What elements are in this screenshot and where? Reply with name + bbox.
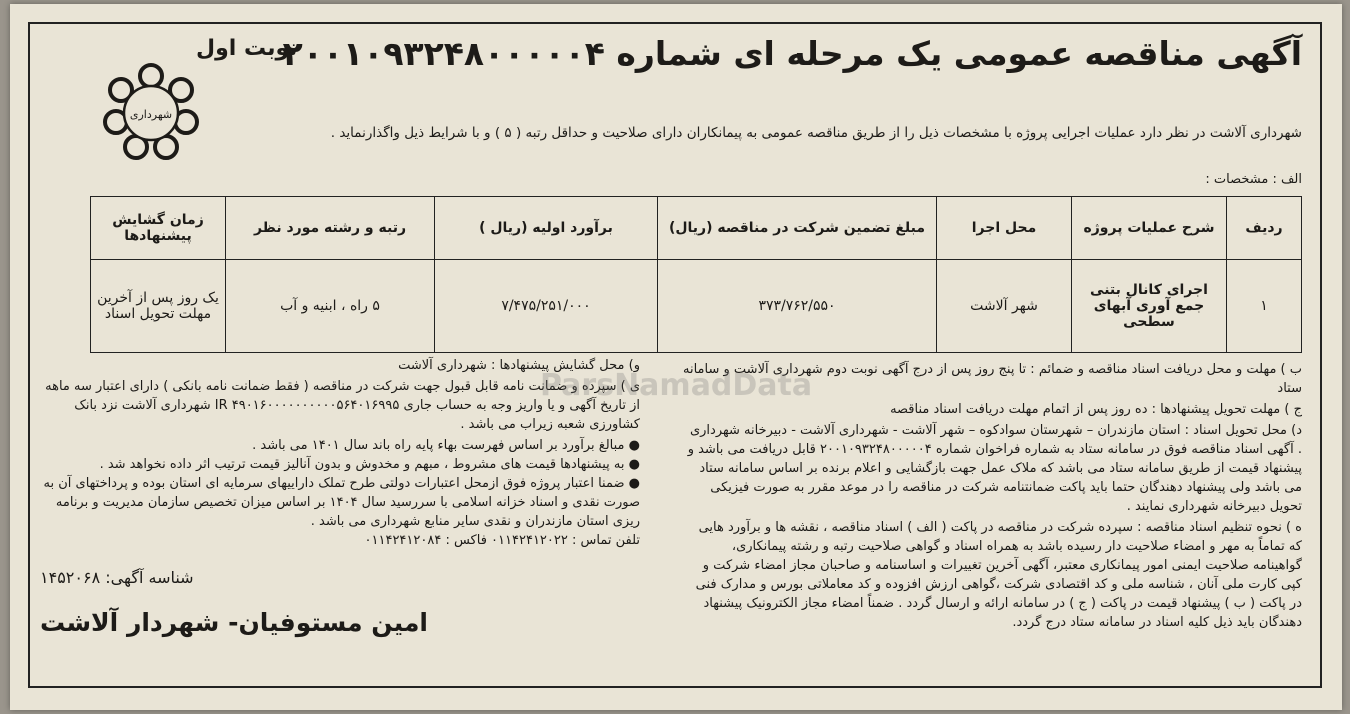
cell-row-number: ۱	[1227, 260, 1302, 353]
header-grade-field: رتبه و رشته مورد نظر	[226, 197, 435, 260]
bullet-text: ضمنا اعتبار پروژه فوق ازمحل اعتبارات دولتی طرح تملک داراییهای سرمایه ای استان بوده و پرداختهای آن به صورت نقدی و اسناد خزانه اسلامی با سررسید سال ۱۴۰۴ بر اساس میزان تخصیص سازمان مدیریت و برنامه ریزی استان مازندران و نقدی سایر منابع شهرداری می باشد .	[43, 476, 640, 529]
bullet-text: به پیشنهادها قیمت های مشروط ، مبهم و مخدوش و بدون آنالیز قیمت ترتیب اثر داده نخواهد شد .	[99, 457, 625, 472]
turn-label: نوبت اول	[196, 36, 298, 61]
condition-b: ب ) مهلت و محل دریافت اسناد مناقصه و ضمائم : تا پنج روز پس از درج آگهی نوبت دوم شهرداری آلاشت و سامانه ستاد	[683, 362, 1302, 396]
header-guarantee-amount: مبلغ تضمین شرکت در مناقصه (ریال)	[658, 197, 937, 260]
condition-c: ج ) مهلت تحویل پیشنهادها : ده روز پس از اتمام مهلت دریافت اسناد مناقصه	[890, 402, 1302, 417]
header-project-description: شرح عملیات پروژه	[1072, 197, 1227, 260]
mayor-signature: امین مستوفیان- شهردار آلاشت	[40, 608, 429, 637]
cell-initial-estimate: ۷/۴۷۵/۲۵۱/۰۰۰	[435, 260, 658, 353]
header-row-number: ردیف	[1227, 197, 1302, 260]
bullet-estimate-basis: ● مبالغ برآورد بر اساس فهرست بهاء پایه راه باند سال ۱۴۰۱ می باشد .	[252, 438, 640, 453]
cell-grade-field: ۵ راه ، ابنیه و آب	[226, 260, 435, 353]
header-location: محل اجرا	[937, 197, 1072, 260]
bullet-conditional-bids: ● به پیشنهادها قیمت های مشروط ، مبهم و مخدوش و بدون آنالیز قیمت ترتیب اثر داده نخواهد شد .	[99, 457, 640, 472]
contact-info: تلفن تماس : ۰۱۱۴۲۴۱۲۰۲۲ فاکس : ۰۱۱۴۲۴۱۲۰۸۴	[364, 533, 640, 548]
condition-f: و) محل گشایش پیشنهادها : شهرداری آلاشت	[398, 358, 640, 373]
table-row	[91, 260, 1302, 353]
cell-guarantee-amount: ۳۷۳/۷۶۲/۵۵۰	[658, 260, 937, 353]
cell-opening-time: یک روز پس از آخرین مهلت تحویل اسناد	[91, 260, 226, 353]
project-table	[90, 196, 1302, 353]
condition-d: د) محل تحویل اسناد : استان مازندران – شهرستان سوادکوه – شهر آلاشت - شهرداری آلاشت - دبیرخانه شهرداری . آگهی اسناد مناقصه فوق در سامانه ستاد به شماره فراخوان شماره ۲۰۰۱۰۹۳۲۴۸۰۰۰۰۰۴ قابل دریافت می باشد و پیشنهاد قیمت از طریق سامانه ستاد می باشد که ملاک عمل جهت بازگشایی و اعلام برنده بر اساس سامانه ستاد می باشد ولی پیشنهاد دهندگان حتما باید پاکت ضمانتنامه شرکت در مناقصه را در موعد مقرر به صورت فیزیکی تحویل دبیرخانه شهرداری نمایند .	[687, 423, 1302, 514]
intro-text: شهرداری آلاشت در نظر دارد عملیات اجرایی پروژه با مشخصات ذیل را از طریق مناقصه عمومی به پیمانکاران دارای صلاحیت و حداقل رتبه ( ۵ ) و با شرایط ذیل واگذارنماید .	[330, 125, 1302, 141]
condition-y: ی ) سپرده و ضمانت نامه قابل قبول جهت شرکت در مناقصه ( فقط ضمانت نامه بانکی ) دارای اعتبار سه ماهه از تاریخ آگهی و یا واریز وجه به حساب جاری IR ۴۹۰۱۶۰۰۰۰۰۰۰۰۰۰۵۶۴۰۱۶۹۹۵ شهرداری آلاشت نزد بانک کشاورزی شعبه زیراب می باشد .	[45, 379, 640, 432]
ad-id: شناسه آگهی: ۱۴۵۲۰۶۸	[40, 568, 194, 587]
header-initial-estimate: برآورد اولیه (ریال )	[435, 197, 658, 260]
watermark-brand: ParsNamadData	[540, 368, 813, 403]
bullet-text: مبالغ برآورد بر اساس فهرست بهاء پایه راه باند سال ۱۴۰۱ می باشد .	[252, 438, 625, 453]
bullet-funding: ● ضمنا اعتبار پروژه فوق ازمحل اعتبارات دولتی طرح تملک داراییهای سرمایه ای استان بوده و پرداختهای آن به صورت نقدی و اسناد خزانه اسلامی با سررسید سال ۱۴۰۴ بر اساس میزان تخصیص سازمان مدیریت و برنامه ریزی استان مازندران و نقدی سایر منابع شهرداری می باشد .	[43, 476, 640, 529]
header-opening-time: زمان گشایش پیشنهادها	[91, 197, 226, 260]
table-header-row	[91, 197, 1302, 260]
section-a-label: الف : مشخصات :	[1205, 172, 1302, 187]
condition-e: ه ) نحوه تنظیم اسناد مناقصه : سپرده شرکت در مناقصه در پاکت ( الف ) اسناد مناقصه ، نقشه ها و برآورد هایی که تماماً به مهر و امضاء صلاحیت دار رسیده باشد به همراه اسناد و گواهی صلاحیت رتبه و رشته پیمانکاری، گواهینامه صلاحیت ایمنی امور پیمانکاری معتبر، آگهی آخرین تغییرات و اساسنامه و صاحبان مجاز امضاء شرکت و کپی کارت ملی آنان ، شناسه ملی و کد اقتصادی شرکت ،گواهی ارزش افزوده و کد معاملاتی بورس و مدارک فنی در پاکت ( ب ) پیشنهاد قیمت در پاکت ( ج ) در سامانه ارائه و ارسال گردد . ضمناً امضاء مجاز الکترونیک پیشنهاد دهندگان باید ذیل کلیه اسناد در سامانه ستاد درج گردد.	[695, 520, 1302, 630]
municipality-logo	[96, 56, 206, 166]
cell-location: شهر آلاشت	[937, 260, 1072, 353]
logo-text: شهرداری	[129, 108, 173, 121]
notice-title: آگهی مناقصه عمومی یک مرحله ای شماره ۲۰۰۱۰۹۳۲۴۸۰۰۰۰۰۴	[282, 34, 1302, 73]
cell-project-description: اجرای کانال بتنی جمع آوری آبهای سطحی	[1072, 260, 1227, 353]
